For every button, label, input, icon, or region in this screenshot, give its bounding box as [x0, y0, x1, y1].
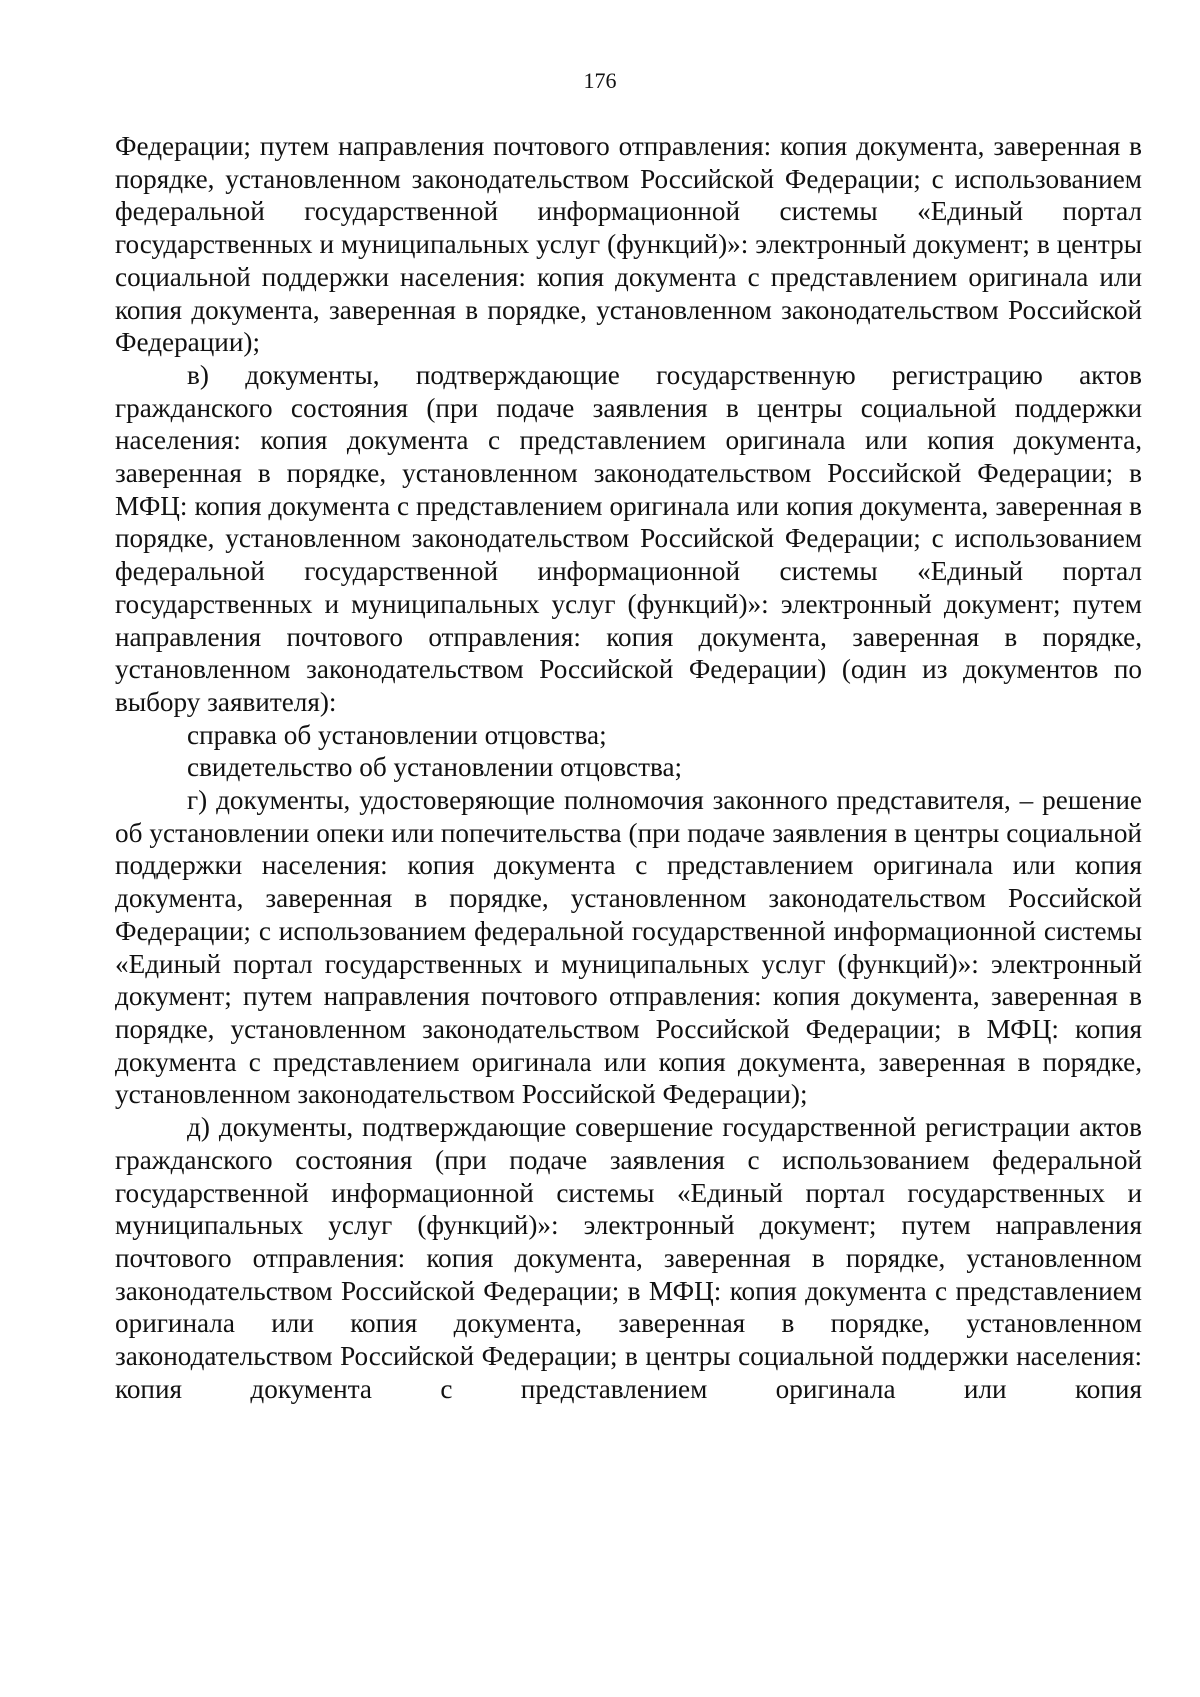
paragraph-list-entry: справка об установлении отцовства; — [187, 719, 607, 750]
paragraph-item-d: д) документы, подтверждающие совершение государственной регистрации актов гражданского состояния (при подаче заявления с использованием федеральной государственной информационной системы «Единый портал государственных и муниципальных услуг (функций)»: электронный документ; путем направления почтового отправления: копия документа, заверенная в порядке, установленном законодательством Российской Федерации; в МФЦ: копия документа с представлением оригинала или копия документа, заверенная в порядке, установленном законодательством Российской Федерации; в центры социальной поддержки населения: копия документа с представлением оригинала или копия — [115, 1112, 1142, 1404]
paragraph-item-v: в) документы, подтверждающие государственную регистрацию актов гражданского состояния (при подаче заявления в центры социальной поддержки населения: копия документа с представлением оригинала или копия документа, заверенная в порядке, установленном законодательством Российской Федерации; в МФЦ: копия документа с представлением оригинала или копия документа, заверенная в порядке, установленном законодательством Российской Федерации; с использованием федеральной государственной информационной системы «Единый портал государственных и муниципальных услуг (функций)»: электронный документ; путем направления почтового отправления: копия документа, заверенная в порядке, установленном законодательством Российской Федерации) (один из документов по выбору заявителя): — [115, 359, 1142, 717]
page-number: 176 — [583, 68, 617, 93]
paragraph-continuation: Федерации; путем направления почтового отправления: копия документа, заверенная в порядке, установленном законодательством Российской Федерации; с использованием федеральной государственной информационной системы «Единый портал государственных и муниципальных услуг (функций)»: электронный документ; в центры социальной поддержки населения: копия документа с представлением оригинала или копия документа, заверенная в порядке, установленном законодательством Российской Федерации); — [115, 131, 1142, 358]
paragraph-item-g: г) документы, удостоверяющие полномочия законного представителя, – решение об установлении опеки или попечительства (при подаче заявления в центры социальной поддержки населения: копия документа с представлением оригинала или копия документа, заверенная в порядке, установленном законодательством Российской Федерации; с использованием федеральной государственной информационной системы «Единый портал государственных и муниципальных услуг (функций)»: электронный документ; путем направления почтового отправления: копия документа, заверенная в порядке, установленном законодательством Российской Федерации; в МФЦ: копия документа с представлением оригинала или копия документа, заверенная в порядке, установленном законодательством Российской Федерации); — [115, 785, 1142, 1110]
paragraph-list-entry: свидетельство об установлении отцовства; — [187, 752, 683, 783]
document-body — [115, 130, 1142, 1405]
